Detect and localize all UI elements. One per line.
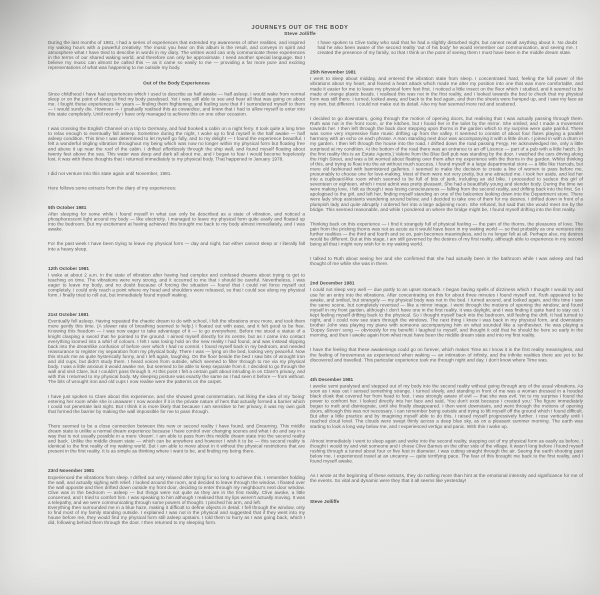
paragraph: After sleeping for some while I found myself in what can only be described as a state of vibration, and noticed a phosphorescent light around my body — like electricity. I managed to leave my physical form quite easily and floated up into the bedroom. But my excitement at having achieved this brought me back to my body almost immediately, and I was awake. <box>48 211 305 232</box>
signature: Steve Jolliffe <box>310 498 340 505</box>
paragraph: I did not venture into this state again until November, 1981. <box>48 170 172 176</box>
paragraph: Almost immediately I went to sleep again and woke into the second reality, stepping out of my physical form as easily as before. I thought I would try and visit someone and I chose Clive Barnes on the other side of the village. It wasn't long before I found myself rushing through a tunnel about four or five feet in diameter. I was cutting straight through the air. Seeing the earth shooting past below me, I experienced travel at an uncanny — quite terrifying pace. The fear of this brought me back to the first reality, and I found myself awake. <box>310 437 583 464</box>
paragraph: I have spoken to Clive today who said that he had a slightly disturbed night, but cannot recall anything about it. No doubt had he also been aware of the second reality 'out of his body' he would remember our communication, and seeing me. I created the presence of my family, so that I think on the point of seeing them I must have been in the middle dream state. <box>317 39 577 56</box>
paragraph: Eventually fell asleep. Having repeated the chaotic dream to do with school, I felt the vibrations once more, and took them more gently this time. (A slower rate of breathing seemed to help.) I floated out with ease, and it felt good to be free. Knowing this freedom — I was now eager to take advantage of it — to go everywhere. Before me stood a statue of a knight clasping a sword that he pointed to the ground. I aimed myself directly for its centre, but as I came into contact everything loomed into a whirl of colours. I felt I was losing hold on the new reality I had found, and was instead slipping back into the dreamlike confusion of before over which I had no control. I found myself back in my bedroom, and needed reassurance to register my separation from my physical body. There I was — lying on the bed, looking very peaceful. Now this struck me as quite hysterically funny, and I left again, laughing. On the floor beside the bed I saw bits of wrought iron and old cups, but didn't study them. I heard voices from outside, which seemed to filter through to me via my physical body. I was a little anxious it would awake me, but seemed to be able to keep separate from it. I decided to go through the wall and visit Clare, but I couldn't pass through it. At this point I felt a certain guilt about intruding in on Clare's privacy, and with this I returned to my physical body. My sleeping posture was exactly the same as I had seen it before — from without. The bits of wrought iron and old cups I now realise were the patterns on the carpet. <box>48 318 305 385</box>
paragraph: I awoke semi paralysed and stepped out of my body into the second reality without going through any of the usual vibrations. As soon as I was out I sensed something strange. I turned slowly, and standing in front of me was a woman dressed in a hooded black cloak that covered her from head to foot. I was strongly aware of evil — that she was evil. Yet to my surprise I found the power to confront her. I looked directly into her face and said, 'You don't exist because I created you.' The figure immediately began to melt and disintegrate, until she finally disappeared. I then went downstairs, and went through the motions of opening doors, although this was not necessary. I can remember being outside and trying to lift myself off the ground which I found difficult. But after a little practice and by imagining myself able to do this, I raised myself progressively further. I rose vertically until I reached cloud level. The clouds were swept thinly across a deep blue sky, as on a pleasant summer morning. The earth was starting to look a long way below me, and I experienced vertigo and panic. With this I woke up. <box>310 382 583 429</box>
paragraph: For the past week I have been trying to leave my physical form — day and night, but either cannot sleep or I literally fall into a heavy sleep. <box>48 240 305 252</box>
right-text-column <box>310 40 583 504</box>
paragraph: Experienced the vibrations from sleep. I drifted out very relaxed after trying for so long to achieve this. I remember holding the wall, and actually sighing with relief. I looked around the room, and decided to leave through the window. I floated over the wall opposite and then drifted down outside my front door, deciding to enter through my neighbour's next door window. Clive was in the bedroom — asleep — but things were not quite as they are in the first reality. Clive awoke, a little concerned, and I tried to comfort him. I was speaking to him although I realised that my lips weren't actually moving. It was a telepathy, and we were communicating through some powers of thought. I pinched his arm, and left. <box>48 474 305 505</box>
date-heading: 12th October 1981 <box>48 265 90 271</box>
paragraph: Thinking back on this experience — I find it strangely full of physical feeling — the pain of the thorns, the pleasures of love. The pain from the pricking thorns was not as acute as it would have been in my waking world — so that probably as one ventures into further realities — the third and fourth and so on, pain becomes meaningless, and is no longer felt at all. Perhaps also, my desires would be different. But at this stage, I am still governed by the desires of my first reality, although able to experience in my second being all that I might very wish for in my waking world. <box>310 220 583 247</box>
date-heading: 21st October 1981 <box>48 311 89 318</box>
page-title: JOURNEYS OUT OF THE BODY <box>251 24 349 31</box>
masthead <box>0 25 600 38</box>
paragraph: There seemed to be a close connection between this new or second reality I have found, and Dreaming. This middle dream state is unlike a normal dream experience because I have control over changing scenes and what I do and say in a way that is not usually possible in a mere 'dream'. I am able to pass from this middle dream state into the second reality and back. Unlike the middle dream state — which can be anywhere and however I wish it to be — this second reality is identical to the first reality of my waking world. But I am able to move about in it without the physical restrictions that are present in the first reality. It is as simple as thinking where I want to be, and finding my being there. <box>48 422 305 454</box>
paragraph: During the last months of 1981, I had a series of experiences that extended my awareness of other realities, and inspired my waking hours with a powerful creativity. The music you hear on this album is the result, and conveys in spirit and atmosphere what I have tried to describe in words in my diary. The written word can only communicate these experiences in the terms of our shared waking world, and therefore can only be approximate. I need another special language. But I believe my music can almost be called this — as it came so easily to me — providing a far more pure and exciting representations of what was happening to me outside my body. <box>48 39 305 71</box>
date-heading: 2nd December 1981 <box>310 280 355 286</box>
paragraph: Everything then surrounded me in a blue haze, making it difficult to define objects in detail. I fell through the window, only to find most of my family standing outside. I explained I was not in the physical and suggested that if they went into my house before me, they would find my physical form still asleep upstairs. I told them to hurry as I was going back, which I did, following behind them through the door. I then returned to my sleeping form. <box>48 504 305 526</box>
paragraph: Since childhood I have had experiences which I used to describe as half awake — half asleep. I would wake from normal sleep or on the point of sleep to find my body paralysed. Yet I was still able to see and hear all that was going on about me. I fought these experiences for years — finding them frightening, and feeling sure that if I surrendered myself to them — I would surely die. However — I gradually realised this as cowardice, and knew that I had to allow myself to enter into this state completely. Until recently I have only managed to achieve this on one other occasion. <box>48 90 305 117</box>
paragraph: I talked to Ruth about seeing her and she confirmed that she had actually been in the bathroom while I was asleep and had thought of me while she was in there. <box>310 255 583 267</box>
left-text-column <box>48 40 305 525</box>
section-heading: Out of the Body Experiences <box>143 79 210 86</box>
paragraph: I woke at about 2 a.m. in the state of vibration after having had complex and confused dreams about trying to get to teaching on time. The vibrations were very strong, and it occurred to me that I should be careful. Nevertheless, I was eager to leave my body, and no doubt because of forcing the situation — found that I could not force myself out completely. I could only reach a point where my head and shoulders were released, so that I could see along my physical form. I finally tried to roll out, but immediately found myself waking. <box>48 271 305 298</box>
paragraph: I decided to go downstairs, going through the motion of opening doors, but realising that I was actually passing through them. Ruth was not in the front room, or the kitchen, but I found her in the toilet by the mirror. She smiled, and I made a movement towards her. I then left through the back door stepping upon thorns in the garden which to my surprise were quite painful. There was some very impressive flute music drifting up from the valley. It seemed to consist of about four flutes playing a parallel harmony with an echo on each phrase. A man standing next door was accompanying it with a little drum. I joined in with a drum in my garden. I then left through the house into the road. I drifted down the road passing Fergy. He acknowledged me, only a little surprised at my condition. At the bottom of the road there was an entrance to an off Licence — part of a pub with a little hatch. (In the first reality this is an Estate Agents.) Valerie from the Blue Bell pub was standing by the door. I watched the cars driving along the High Street, and was a bit worried about floating over them after my experience with the thorns in the garden. Whilst thinking of this, and trying to float into the air without much success, I found myself in a large departmental store — a little like Harrods, but more old fashioned with bannistered galleries. I seemed to make the decision to create a line of women to pass before me, presumably to choose one for love-making. Most of them were not very pretty, but one attracted me. I took her aside, and led her into a cupboard-like room which seemed to be full of bits of junk, including an old bike. I proceeded to seduce this girl of seventeen or eighteen, which I must admit was pretty pleasant. She had a beautifully young and slender body. During the time we were making love, I felt as though I was losing consciousness — falling from the second reality, and drifting back into the first. So I apologised to the girl, and left her, finding myself standing on one of the balconies looking down into the Department store. There were lady shop assistants wandering around below, and I decided to take one of them for my desires. I drifted down in front of a plumpish lady and quite abruptly I ordered her into a large adjoining room. She refused, but said that she would meet me by the bridge. This seemed reasonable, and while I pondered on where the bridge might be, I found myself drifting into the first reality. <box>310 115 583 212</box>
date-heading: 4th December 1981 <box>310 376 354 382</box>
date-heading: 25th November 1981 <box>310 69 357 75</box>
date-heading: 5th October 1981 <box>48 204 87 210</box>
author-name: Steve Jolliffe <box>284 31 316 37</box>
paragraph: Here follows some extracts from the diary of my experiences: <box>48 184 177 191</box>
paragraph: I have just spoken to Clare about this experience, and she showed great consternation, not liking the idea of my 'being' entering her room while she is unaware! I now wonder if it is the private nature of hers that actually formed a barrier which I could not penetrate last night. But I think it is more likely that because I am sensitive to her privacy, it was my own guilt that formed the barrier by making the wall impossible for me to pass through. <box>48 393 305 414</box>
date-heading: 23rd November 1981 <box>48 467 95 474</box>
paragraph: I went to sleep about midday, and entered the vibration state from sleep. I concentrated hard, feeling the full power of the vibrations about my heart, and feared a heart attack which made me alter my position into one that was more comfortable, and made it easier for me to leave my physical form feet first. I noticed a little insect on the floor which I studied, and it seemed to be made of orange plastic beads. I realised this was not in the first reality, and I looked towards the bed to check that my physical form was still there. I turned, looked away, and back to the bed again, and then the sheets were humped up, and I saw my face as my own, but different. I could not make out its detail. Also my hair seemed more red and scattered. <box>310 75 583 107</box>
paragraph: I could not sleep very well — due partly to an upset stomach. I began having spells of dizziness which I thought I would try and use for an entry into the vibrations. After concentrating on this for about three minutes I found myself out. Ruth appeared to be awake, and smiled, but strangely — my physical body was not in the bed. I turned around, and looked again, and this time I saw the same scene, but completely reversed — like a mirror image. I went through the motions of opening the window, and found myself in my front garden, although I don't have one in the first reality. It was daylight, and I was finding it quite hard to stay out. I kept feeling myself drifting back to the physical. So I thought myself back into the bedroom, still feeling the drift. It had turned to night, and I could now see stars through the windows. The next thing I knew I was back in my physical form, and downstairs brother John was playing my piano with someone accompanying him on what sounded like a synthesiser. He was playing a 'Dopey Seven' song — obviously for my benefit! I laughed to myself, and thought it odd that he should be here so early in the morning, and then I awoke again from what must have been the middle dream state and into my first reality. <box>310 286 583 338</box>
paragraph: As I wrote at the beginning of these extracts, they do nothing more than hint at the emotional intensity and significance for me of the events. So vital and dynamic were they that it all seems like yesterday! <box>310 472 583 484</box>
paragraph: I have the feeling that these awakenings could go on forever, which makes Time as I know it in the first reality meaningless, and the feeling of foreverness as experienced when waking — an intimation of infinity, and the infinite realities there are yet to be discovered and travelled. This particular experience took me through night and day. I don't know where Time was. <box>310 346 583 363</box>
paragraph: I was crossing the English Channel on a trip to Germany, and had booked a cabin on a night ferry. It took quite a long time to relax enough to eventually fall asleep. Sometime during the night, I woke up to find myself in the half awake — half asleep condition. This time I was determined to let myself go fully, and to my delight — I found the experience beautiful. I felt a wonderful tingling vibration throughout my being which was now no longer within my physical form but floating free and above it up near the roof of the cabin. I drifted effortlessly through the ship wall, and found myself floating about twenty feet above the sea. This water was deep and dark all about me, and I began to fear I would become hopelessly lost. It was with these thoughts that I returned immediately to my physical body. That happened in January 1978. <box>48 125 305 162</box>
